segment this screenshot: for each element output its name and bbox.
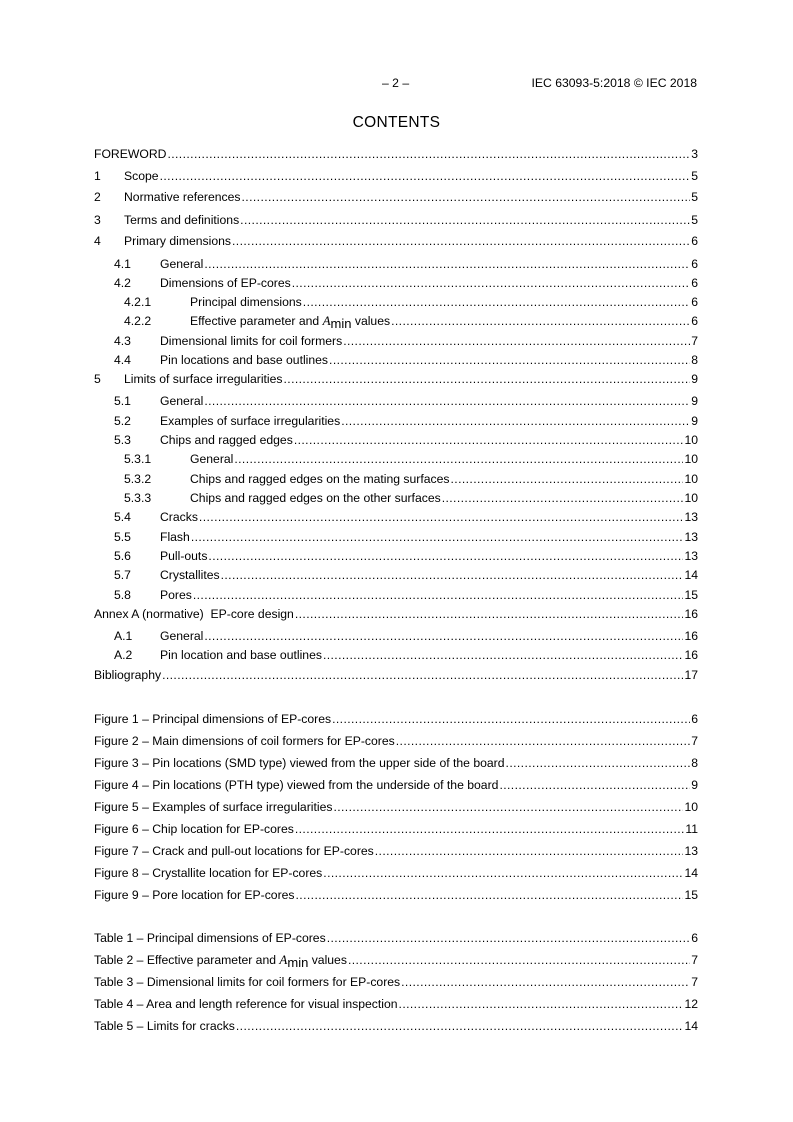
toc-page: 5 <box>691 213 698 227</box>
toc-number: 5.5 <box>114 530 131 544</box>
table-label-text: values <box>308 953 347 967</box>
figure-label: Figure 7 – Crack and pull-out locations for EP-cores <box>94 844 374 858</box>
figure-page: 11 <box>685 822 698 836</box>
toc-label <box>190 313 390 329</box>
toc-number: 3 <box>94 213 101 227</box>
toc-page: 10 <box>684 472 698 486</box>
toc-label: Pores <box>160 588 192 602</box>
table-label: Table 5 – Limits for cracks <box>94 1019 235 1033</box>
toc-page: 16 <box>684 648 698 662</box>
toc-page: 3 <box>691 147 698 161</box>
toc-entry-5-6[interactable] <box>94 548 698 564</box>
figure-label: Figure 9 – Pore location for EP-cores <box>94 888 295 902</box>
toc-entry-4-4[interactable] <box>94 352 698 368</box>
figure-page: 10 <box>684 800 698 814</box>
toc-entry-foreword[interactable] <box>94 146 698 162</box>
toc-number: 2 <box>94 190 101 204</box>
toc-page: 7 <box>691 334 698 348</box>
table-entry[interactable] <box>94 996 698 1012</box>
toc-entry-scope[interactable] <box>94 168 698 184</box>
toc-page: 9 <box>691 414 698 428</box>
toc-number: 4.1 <box>114 257 131 271</box>
table-page: 7 <box>691 953 698 967</box>
table-label: Table 4 – Area and length reference for visual inspection <box>94 997 398 1011</box>
toc-page: 8 <box>691 353 698 367</box>
figure-entry[interactable] <box>94 843 698 859</box>
toc-entry-a-2[interactable] <box>94 647 698 663</box>
toc-number: 4.4 <box>114 353 131 367</box>
figure-entry[interactable] <box>94 777 698 793</box>
table-entry[interactable] <box>94 930 698 946</box>
toc-entry-5-2[interactable] <box>94 413 698 429</box>
toc-entry-5-7[interactable] <box>94 567 698 583</box>
toc-label: FOREWORD <box>94 147 167 161</box>
toc-entry-normative-references[interactable] <box>94 189 698 205</box>
standard-reference: IEC 63093-5:2018 © IEC 2018 <box>531 76 697 90</box>
figure-entry[interactable] <box>94 733 698 749</box>
toc-page: 5 <box>691 169 698 183</box>
toc-number: 5.3 <box>114 433 131 447</box>
toc-label: Dimensions of EP-cores <box>160 276 291 290</box>
toc-number: 4.3 <box>114 334 131 348</box>
figure-label: Figure 4 – Pin locations (PTH type) viewed from the underside of the board <box>94 778 499 792</box>
toc-number: 5.3.3 <box>124 491 152 505</box>
toc-number: 1 <box>94 169 101 183</box>
symbol-a: A <box>322 313 331 328</box>
table-label <box>94 952 347 968</box>
toc-number: 5.7 <box>114 568 131 582</box>
toc-number: A.1 <box>114 629 133 643</box>
toc-number: A.2 <box>114 648 133 662</box>
toc-entry-5-3-1[interactable] <box>94 451 698 467</box>
toc-label: Crystallites <box>160 568 220 582</box>
toc-entry-5[interactable] <box>94 371 698 387</box>
page-number: – 2 – <box>382 76 410 90</box>
toc-label: Flash <box>160 530 190 544</box>
toc-page: 10 <box>684 452 698 466</box>
page-title: CONTENTS <box>352 114 441 131</box>
toc-page: 9 <box>691 372 698 386</box>
toc-page: 16 <box>684 629 698 643</box>
toc-label: Pin locations and base outlines <box>160 353 329 367</box>
toc-entry-5-3-2[interactable] <box>94 471 698 487</box>
figure-page: 7 <box>691 734 698 748</box>
table-label: Table 3 – Dimensional limits for coil formers for EP-cores <box>94 975 401 989</box>
toc-number: 5.3.1 <box>124 452 152 466</box>
figure-entry[interactable] <box>94 711 698 727</box>
toc-entry-primary-dimensions[interactable] <box>94 233 698 249</box>
toc-label: Pull-outs <box>160 549 208 563</box>
toc-entry-5-5[interactable] <box>94 529 698 545</box>
toc-number: 5.3.2 <box>124 472 152 486</box>
toc-number: 5.2 <box>114 414 131 428</box>
symbol-a: A <box>279 952 288 967</box>
toc-entry-5-1[interactable] <box>94 393 698 409</box>
toc-page: 13 <box>684 549 698 563</box>
figure-entry[interactable] <box>94 887 698 903</box>
toc-label: Dimensional limits for coil formers <box>160 334 343 348</box>
figure-page: 13 <box>684 844 698 858</box>
toc-entry-4-1[interactable] <box>94 256 698 272</box>
toc-label: Limits of surface irregularities <box>124 372 283 386</box>
figure-label: Figure 2 – Main dimensions of coil formers for EP-cores <box>94 734 395 748</box>
figure-entry[interactable] <box>94 821 698 837</box>
table-page: 12 <box>684 997 698 1011</box>
toc-label: Cracks <box>160 510 198 524</box>
table-label: Table 1 – Principal dimensions of EP-cores <box>94 931 326 945</box>
figure-page: 14 <box>684 866 698 880</box>
figure-label: Figure 3 – Pin locations (SMD type) viewed from the upper side of the board <box>94 756 505 770</box>
table-label-text: Table 2 – Effective parameter and <box>94 953 280 967</box>
toc-number: 4 <box>94 234 101 248</box>
toc-label-text: values <box>351 314 391 328</box>
figure-entry[interactable] <box>94 865 698 881</box>
toc-page: 10 <box>684 491 698 505</box>
toc-page: 9 <box>691 394 698 408</box>
figure-label: Figure 6 – Chip location for EP-cores <box>94 822 294 836</box>
toc-number: 5.8 <box>114 588 131 602</box>
toc-entry-a-1[interactable] <box>94 628 698 644</box>
table-page: 14 <box>684 1019 698 1033</box>
table-page: 7 <box>691 975 698 989</box>
figure-label: Figure 8 – Crystallite location for EP-cores <box>94 866 323 880</box>
toc-label: Scope <box>124 169 159 183</box>
toc-page: 5 <box>691 190 698 204</box>
toc-label: Chips and ragged edges <box>160 433 293 447</box>
toc-number: 4.2.2 <box>124 314 152 328</box>
toc-entry-bibliography[interactable] <box>94 667 698 683</box>
figure-label: Figure 1 – Principal dimensions of EP-cores <box>94 712 332 726</box>
toc-entry-5-4[interactable] <box>94 509 698 525</box>
table-entry[interactable] <box>94 974 698 990</box>
toc-page: 6 <box>691 257 698 271</box>
toc-label: Normative references <box>124 190 241 204</box>
toc-label: Pin location and base outlines <box>160 648 322 662</box>
toc-label: Examples of surface irregularities <box>160 414 341 428</box>
toc-label: General <box>160 629 204 643</box>
toc-number: 5.4 <box>114 510 131 524</box>
table-page: 6 <box>691 931 698 945</box>
toc-page: 15 <box>684 588 698 602</box>
toc-page: 14 <box>684 568 698 582</box>
toc-page: 6 <box>691 276 698 290</box>
toc-entry-5-3[interactable] <box>94 432 698 448</box>
figure-page: 9 <box>691 778 698 792</box>
toc-number: 4.2.1 <box>124 295 152 309</box>
table-entry[interactable] <box>94 1018 698 1034</box>
figure-page: 8 <box>691 756 698 770</box>
toc-entry-4-3[interactable] <box>94 333 698 349</box>
toc-entry-terms-definitions[interactable] <box>94 212 698 228</box>
toc-number: 4.2 <box>114 276 131 290</box>
toc-entry-5-8[interactable] <box>94 587 698 603</box>
toc-entry-annex-a[interactable] <box>94 606 698 622</box>
toc-number: 5.1 <box>114 394 131 408</box>
toc-entry-5-3-3[interactable] <box>94 490 698 506</box>
toc-label: General <box>160 257 204 271</box>
toc-entry-4-2[interactable] <box>94 275 698 291</box>
figure-page: 15 <box>684 888 698 902</box>
toc-page: 17 <box>684 668 698 682</box>
toc-number: 5 <box>94 372 101 386</box>
toc-page: 6 <box>691 314 698 328</box>
toc-number: 5.6 <box>114 549 131 563</box>
figure-entry[interactable] <box>94 755 698 771</box>
subscript-min: min <box>287 955 309 970</box>
toc-label-text: Effective parameter and <box>190 314 323 328</box>
toc-page: 10 <box>684 433 698 447</box>
toc-label: Primary dimensions <box>124 234 232 248</box>
table-entry[interactable] <box>94 952 698 968</box>
figure-page: 6 <box>691 712 698 726</box>
toc-label: Chips and ragged edges on the other surfaces <box>190 491 441 505</box>
toc-label: Terms and definitions <box>124 213 240 227</box>
toc-page: 16 <box>684 607 698 621</box>
toc-label: General <box>190 452 234 466</box>
toc-label: General <box>160 394 204 408</box>
toc-entry-4-2-2[interactable] <box>94 313 698 329</box>
toc-label: Chips and ragged edges on the mating surfaces <box>190 472 450 486</box>
toc-page: 13 <box>684 510 698 524</box>
toc-entry-4-2-1[interactable] <box>94 294 698 310</box>
figure-entry[interactable] <box>94 799 698 815</box>
toc-page: 6 <box>691 234 698 248</box>
toc-page: 13 <box>684 530 698 544</box>
figure-label: Figure 5 – Examples of surface irregularities <box>94 800 333 814</box>
toc-label: Principal dimensions <box>190 295 302 309</box>
toc-label: Bibliography <box>94 668 162 682</box>
subscript-min: min <box>330 316 352 331</box>
toc-page: 6 <box>691 295 698 309</box>
toc-label: Annex A (normative) EP-core design <box>94 607 294 621</box>
